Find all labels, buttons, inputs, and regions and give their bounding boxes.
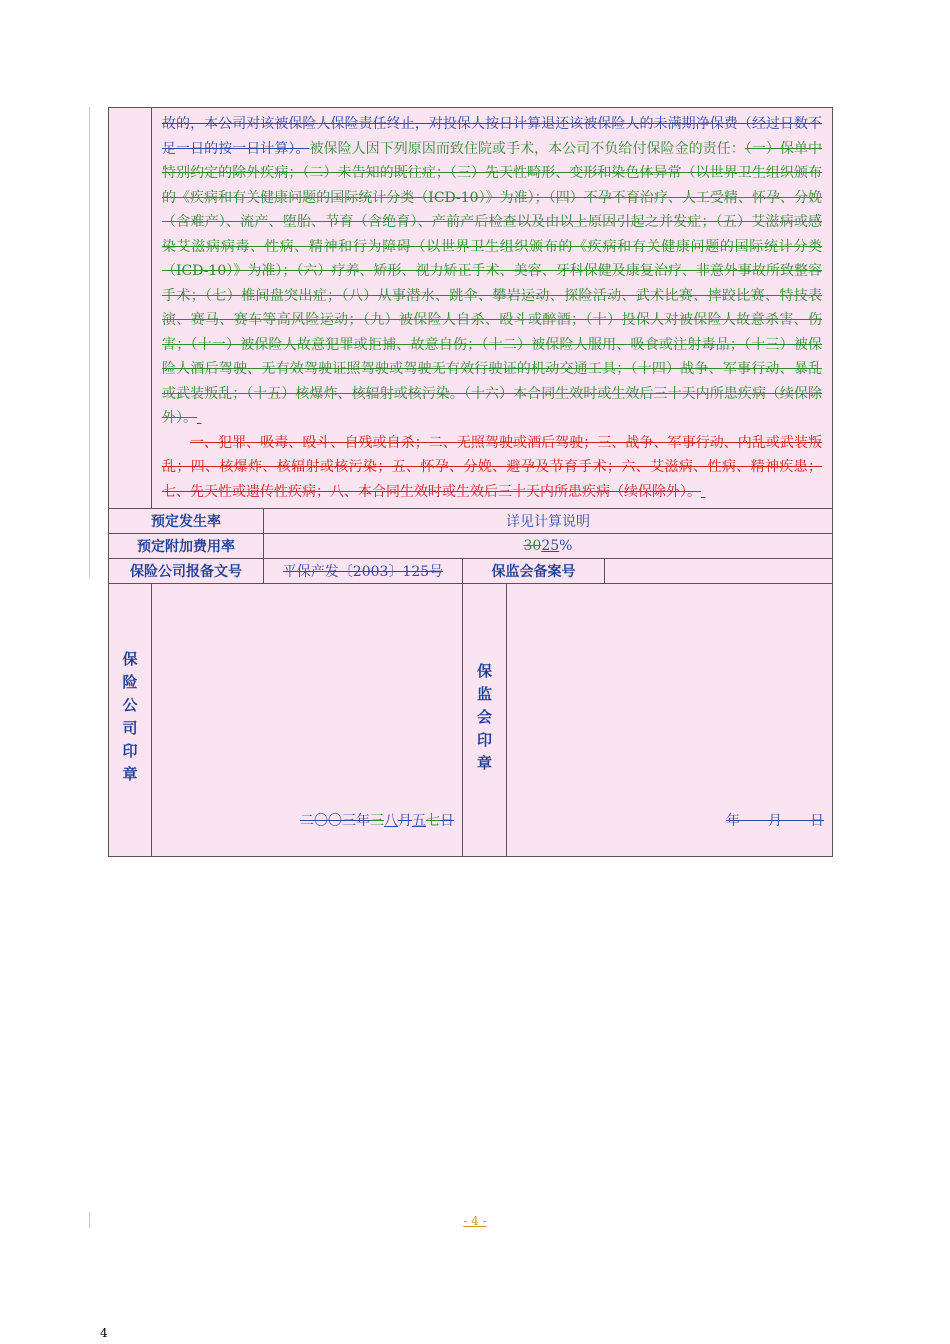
deleted-termination-text: 故的，本公司对该被保险人保险责任终止，对投保人按日计算退还该被保险人的未满期净保费（经过日数不足一日的按一日计算）。 [162,116,823,157]
company-seal-label: 保险公司印章 [109,584,152,857]
deleted-exclusion-items: （一）保单中特别约定的除外疾病；（二）未告知的既往症；（三）先天性畸形、变形和染色体异常（以世界卫生组织颁布的《疾病和有关健康问题的国际统计分类（ICD-10）》为准）；（四）不孕不育治疗、人工受精、怀孕、分娩（含难产）、流产、堕胎、节育（含绝育）、产前产后检查以及由以上原因引起之并发症；（五）艾滋病或感染艾滋病病毒、性病、精神和行为障碍（以世界卫生组织颁布的《疾病和有关健康问题的国际统计分类（ICD-10）》为准）；（六）疗养、矫形、视力矫正手术、美容、牙科保健及康复治疗、非意外事故所致整容手术；（七）椎间盘突出症；（八）从事潜水、跳伞、攀岩运动、探险活动、武术比赛、摔跤比赛、特技表演、赛马、赛车等高风险运动；（九）被保险人自杀、殴斗或醉酒；（十）投保人对被保险人故意杀害、伤害；（十一）被保险人故意犯罪或拒捕、故意自伤；（十二）被保险人服用、吸食或注射毒品；（十三）被保险人酒后驾驶、无有效驾驶证照驾驶或驾驶无有效行驶证的机动交通工具；（十四）战争、军事行动、暴乱或武装叛乱；（十五）核爆炸、核辐射或核污染。（十六）本合同生效时或生效后三十天内所患疾病（续保除外）。 [162,140,823,426]
circ-seal-date: 年 月 日 [726,813,825,829]
company-seal-date: 二〇〇三年三八月五七日 [300,813,454,829]
page-number: 4 [100,1326,108,1340]
exclusion-clauses-cell [152,108,833,509]
revision-mark [197,410,201,426]
product-filing-table [108,107,833,857]
incidence-rate-value: 详见计算说明 [264,509,833,534]
exclusion-paragraph-2 [162,431,822,505]
seal-row [109,584,833,857]
expense-rate-label: 预定附加费用率 [109,534,264,559]
filing-number-value: 平保产发〔2003〕125号 [264,559,463,584]
expense-rate-new: 25 [541,538,560,554]
expense-rate-percent: % [559,538,573,554]
circ-number-value [605,559,833,584]
circ-seal-area [507,584,833,857]
expense-rate-value [264,534,833,559]
expense-rate-old: 30 [523,538,542,554]
deleted-exclusion-list: 一、犯罪、吸毒、殴斗、自残或自杀；二、无照驾驶或酒后驾驶；三、战争、军事行动、内乱或武装叛乱；四、核爆炸、核辐射或核污染；五、怀孕、分娩、避孕及节育手术；六、艾滋病、性病、精神疾患；七、先天性或遗传性疾病；八、本合同生效时或生效后三十天内所患疾病（续保除外）。 [162,434,823,500]
company-seal-area [152,584,463,857]
exclusion-paragraph-1 [162,112,822,431]
filing-number-label: 保险公司报备文号 [109,559,264,584]
circ-seal-label: 保监会印章 [463,584,507,857]
clause-label-cell [109,108,152,509]
exclusion-clauses-row [109,108,833,509]
filing-number-row [109,559,833,584]
revision-mark [701,484,705,500]
left-margin-bar-top [89,107,90,577]
expense-rate-row [109,534,833,559]
circ-number-label: 保监会备案号 [463,559,605,584]
exclusion-intro-text: 被保险人因下列原因而致住院或手术，本公司不负给付保险金的责任： [309,140,745,157]
incidence-rate-label: 预定发生率 [109,509,264,534]
footer-page-field: - 4 - [463,1214,487,1228]
incidence-rate-row [109,509,833,534]
